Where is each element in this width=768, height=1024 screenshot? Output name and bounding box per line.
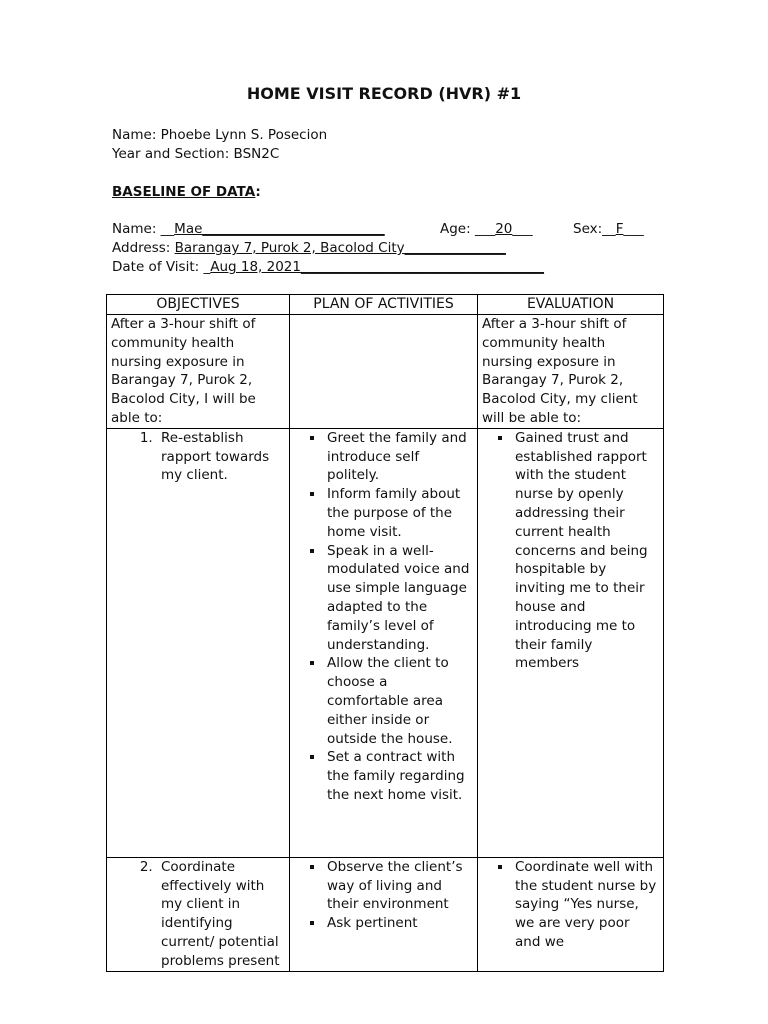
table-row bbox=[107, 857, 664, 971]
patient-age-tail: ___ bbox=[512, 221, 533, 237]
evaluation-item: Gained trust and established rapport with the student nurse by openly addressing their current health concerns and being hospitable by inviting me to their house and introducing me to their family members bbox=[515, 429, 659, 673]
baseline-heading-line bbox=[112, 183, 261, 201]
patient-sex-value: F bbox=[615, 221, 624, 237]
objective-cell bbox=[107, 857, 290, 971]
header-objectives: OBJECTIVES bbox=[107, 295, 290, 315]
objective-item: 2. Coordinate effectively with my client in identifying current/ potential problems present bbox=[157, 858, 285, 971]
evaluation-item: Coordinate well with the student nurse by saying “Yes nurse, we are very poor and we bbox=[515, 858, 659, 952]
activity-item: Inform family about the purpose of the home visit. bbox=[327, 485, 473, 541]
patient-age-value: 20 bbox=[495, 221, 513, 237]
objective-cell bbox=[107, 428, 290, 857]
activity-item: Set a contract with the family regarding the next home visit. bbox=[327, 748, 473, 804]
document-title: HOME VISIT RECORD (HVR) #1 bbox=[246, 84, 522, 103]
patient-address-line bbox=[112, 239, 506, 257]
student-section-line: Year and Section: BSN2C bbox=[112, 146, 280, 162]
visit-date-value: Aug 18, 2021____________________________________ bbox=[210, 259, 544, 275]
baseline-heading-colon: : bbox=[255, 184, 261, 200]
patient-sex-line bbox=[573, 220, 644, 238]
activities-cell bbox=[290, 857, 478, 971]
activity-item: Ask pertinent bbox=[327, 914, 473, 933]
patient-address-label: Address: bbox=[112, 240, 175, 256]
baseline-heading: BASELINE OF DATA bbox=[112, 184, 256, 200]
student-name-line: Name: Phoebe Lynn S. Posecion bbox=[112, 127, 328, 143]
activity-item: Allow the client to choose a comfortable area either inside or outside the house. bbox=[327, 654, 473, 748]
evaluation-cell bbox=[478, 428, 664, 857]
activity-item: Speak in a well-modulated voice and use simple language adapted to the family’s level of understanding. bbox=[327, 542, 473, 655]
activities-cell bbox=[290, 428, 478, 857]
intro-objectives-cell: After a 3-hour shift of community health nursing exposure in Barangay 7, Purok 2, Bacolod City, I will be able to: bbox=[107, 315, 290, 429]
visit-date-line bbox=[112, 258, 544, 276]
evaluation-cell bbox=[478, 857, 664, 971]
patient-sex-label: Sex:__ bbox=[573, 221, 616, 237]
activity-item: Greet the family and introduce self politely. bbox=[327, 429, 473, 485]
header-plan-of-activities: PLAN OF ACTIVITIES bbox=[290, 295, 478, 315]
header-evaluation: EVALUATION bbox=[478, 295, 664, 315]
patient-name-value: Mae___________________________ bbox=[174, 221, 385, 237]
patient-sex-tail: ___ bbox=[623, 221, 644, 237]
patient-age-label: Age: ___ bbox=[440, 221, 496, 237]
patient-name-label: Name: __ bbox=[112, 221, 175, 237]
intro-evaluation-cell: After a 3-hour shift of community health nursing exposure in Barangay 7, Purok 2, Bacolod City, my client will be able to: bbox=[478, 315, 664, 429]
table-row bbox=[107, 428, 664, 857]
objective-item: 1. Re-establish rapport towards my client. bbox=[157, 429, 285, 485]
patient-name-line bbox=[112, 220, 385, 238]
patient-address-value: Barangay 7, Purok 2, Bacolod City_______________ bbox=[174, 240, 506, 256]
table-header-row bbox=[107, 295, 664, 315]
table-intro-row bbox=[107, 315, 664, 429]
intro-activities-cell bbox=[290, 315, 478, 429]
home-visit-table bbox=[106, 294, 664, 972]
activity-item: Observe the client’s way of living and their environment bbox=[327, 858, 473, 914]
patient-age-line bbox=[440, 220, 533, 238]
visit-date-label: Date of Visit: _ bbox=[112, 259, 211, 275]
